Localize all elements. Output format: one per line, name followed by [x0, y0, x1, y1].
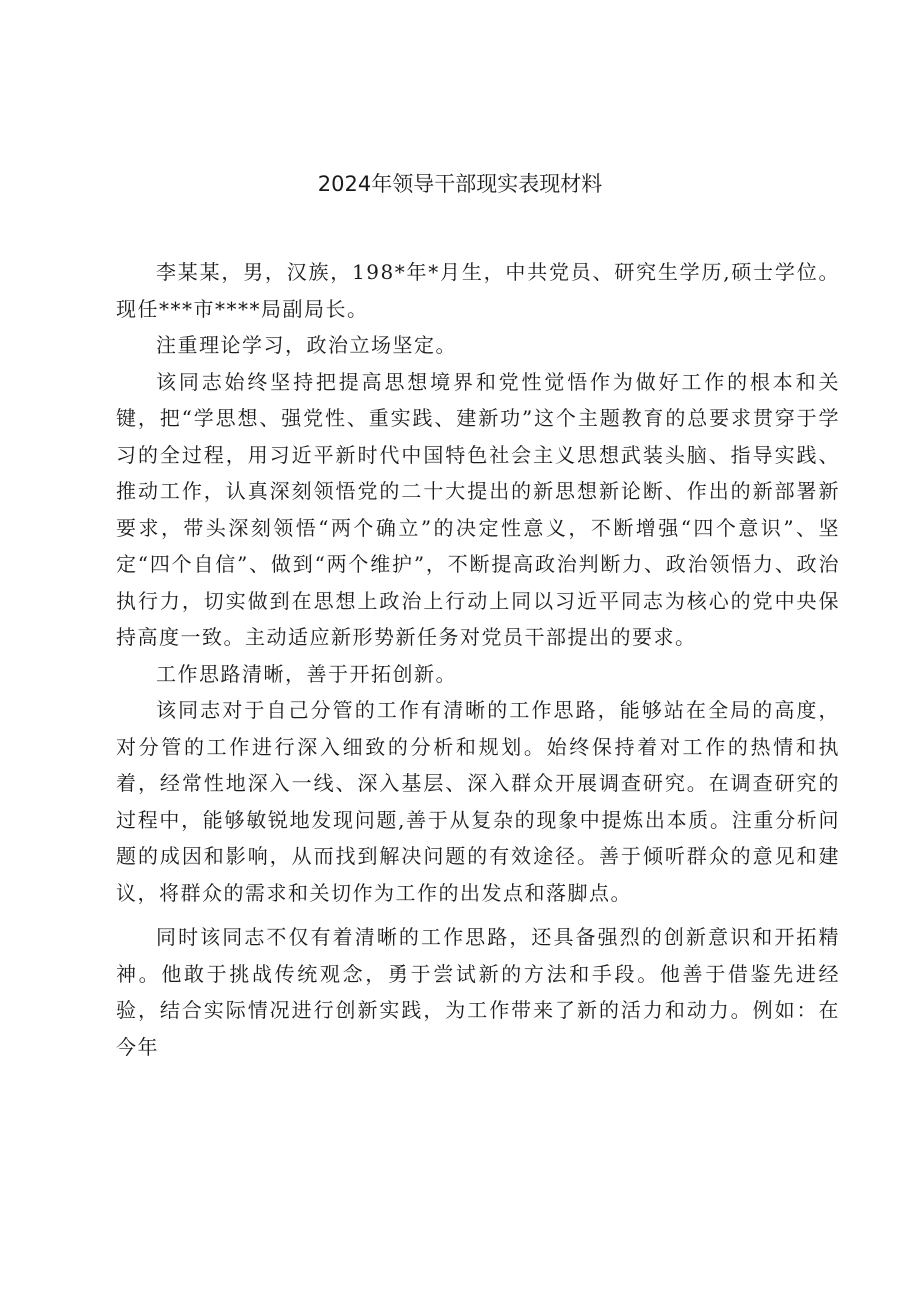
section-heading-work-approach: 工作思路清晰，善于开拓创新。	[156, 661, 457, 686]
document-title: 2024年领导干部现实表现材料	[317, 172, 603, 196]
theory-study-paragraph: 该同志始终坚持把提高思想境界和党性觉悟作为做好工作的根本和关键，把“学思想、强党性、重实践、建新功”这个主题教育的总要求贯穿于学习的全过程，用习近平新时代中国特色社会主义思想武装头脑、指导实践、推动工作，认真深刻领悟党的二十大提出的新思想新论断、作出的新部署新要求，带头深刻领悟“两个确立”的决定性意义，不断增强“四个意识”、坚定“四个自信”、做到“两个维护”，不断提高政治判断力、政治领悟力、政治执行力，切实做到在思想上政治上行动上同以习近平同志为核心的党中央保持高度一致。主动适应新形势新任务对党员干部提出的要求。	[116, 369, 840, 649]
document-body	[116, 254, 840, 1065]
innovation-paragraph: 同时该同志不仅有着清晰的工作思路，还具备强烈的创新意识和开拓精神。他敢于挑战传统观念，勇于尝试新的方法和手段。他善于借鉴先进经验，结合实际情况进行创新实践，为工作带来了新的活力和动力。例如：在今年	[116, 925, 840, 1059]
work-approach-paragraph: 该同志对于自己分管的工作有清晰的工作思路，能够站在全局的高度，对分管的工作进行深入细致的分析和规划。始终保持着对工作的热情和执着，经常性地深入一线、深入基层、深入群众开展调查研究。在调查研究的过程中，能够敏锐地发现问题,善于从复杂的现象中提炼出本质。注重分析问题的成因和影响，从而找到解决问题的有效途径。善于倾听群众的意见和建议，将群众的需求和关切作为工作的出发点和落脚点。	[116, 698, 840, 905]
section-heading-theory-study: 注重理论学习，政治立场坚定。	[156, 333, 457, 357]
personal-info-paragraph: 李某某，男，汉族，198*年*月生，中共党员、研究生学历,硕士学位。现任***市****局副局长。	[116, 260, 840, 321]
